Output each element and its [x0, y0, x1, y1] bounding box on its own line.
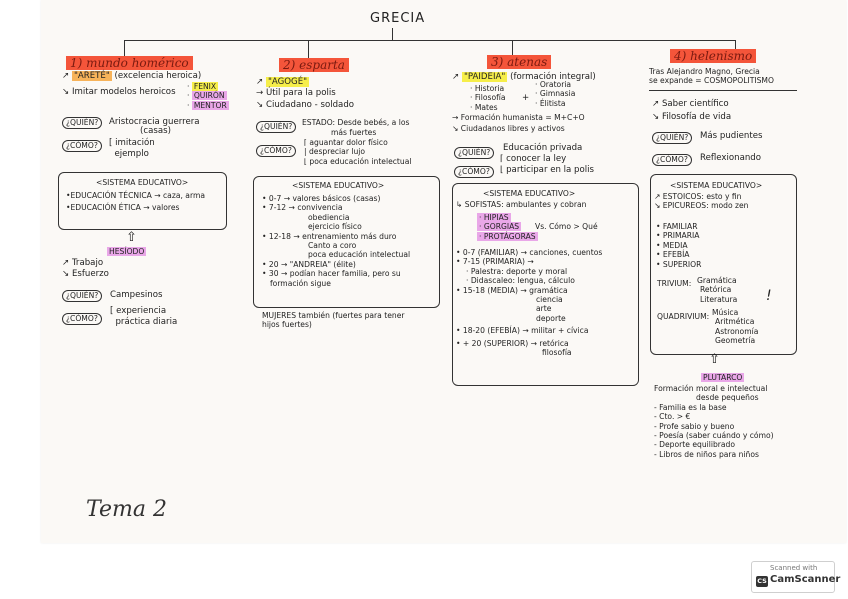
quien-esparta-answer: ESTADO: Desde bebés, a los	[302, 118, 410, 127]
camscanner-logo-icon: CS	[757, 577, 767, 585]
como-atenas-list: ⌈ conocer la ley ⌊ participar en la polis	[500, 154, 595, 175]
helenismo-intro: Tras Alejandro Magno, Grecia se expande = COSMOPOLITISMO	[649, 67, 774, 86]
heading-helenismo: 4) helenismo	[670, 49, 756, 63]
quien-pill-atenas: ¿QUIÉN?	[454, 147, 494, 159]
subjects-left: · Historia · Filosofía · Mates	[470, 84, 506, 112]
branch-3	[512, 40, 513, 56]
camscanner-badge	[751, 561, 841, 593]
quien-pill-helenismo: ¿QUIÉN?	[652, 132, 692, 144]
box-title-4: <SISTEMA EDUCATIVO>	[670, 181, 763, 190]
quien-pill-esparta: ¿QUIÉN?	[256, 121, 296, 133]
camscanner-brand: CamScanner	[770, 574, 841, 585]
paideia-line: ↗ "PAIDEIA" (formación integral)	[452, 72, 596, 82]
up-arrow-icon: ⇧	[709, 352, 720, 367]
como-helenismo-answer: Reflexionando	[700, 153, 762, 163]
como-pill-helenismo: ¿CÓMO?	[652, 154, 692, 166]
trivium-list: Gramática Retórica Literatura	[697, 276, 738, 304]
box-title-1: <SISTEMA EDUCATIVO>	[96, 178, 189, 187]
heading-atenas: 3) atenas	[487, 55, 551, 69]
imitar-line: ↘ Imitar modelos heroicos	[62, 87, 176, 97]
util-line: → Útil para la polis	[256, 88, 336, 98]
branch-1	[124, 40, 125, 56]
hesiodo-list: ↗ Trabajo ↘ Esfuerzo	[62, 258, 109, 279]
esparta-stages: • 0-7 → valores básicos (casas) • 7-12 → convivencia obediencia ejercicio físico • 12-18 → entrenamiento más duro Canto a coro poca educación intelectual • 20 → "ANDREIA" (élite) • 30 → podían hacer familia, pero su formación sigue	[262, 194, 411, 288]
edu-tecnica: •EDUCACIÓN TÉCNICA → caza, arma	[66, 191, 205, 200]
como-esparta-list: ⌈ aguantar dolor físico | despreciar lujo ⌊ poca educación intelectual	[304, 138, 412, 166]
tema-label: Tema 2	[86, 497, 167, 522]
tree-branch-line	[124, 40, 736, 41]
saber-line: ↗ Saber científico	[652, 99, 729, 109]
quadrivium-list: Música Aritmética Astronomía Geometría	[712, 308, 759, 346]
arete-highlight: "ARETÉ"	[73, 71, 110, 81]
up-arrow-icon: ⇧	[126, 230, 137, 245]
como2-list: [ experiencia práctica diaria	[110, 306, 178, 327]
plutarco-notes: Formación moral e intelectual desde pequeños - Familia es la base - Cto. > € - Profe sabio y bueno - Poesía (saber cuándo y cómo) - Deporte equilibrado - Libros de niños para niños	[654, 384, 774, 459]
agoge-line: ↗ "AGOGÉ"	[256, 77, 308, 87]
filosofia-line: ↘ Filosofía de vida	[652, 112, 732, 122]
box-title-2: <SISTEMA EDUCATIVO>	[292, 181, 385, 190]
quien-pill: ¿QUIÉN?	[62, 117, 102, 129]
scanned-with-text: Scanned with	[770, 564, 818, 572]
quien-esparta-answer-2: más fuertes	[331, 128, 377, 137]
levels-list: • FAMILIAR • PRIMARIA • MEDIA • EFEBÍA • SUPERIOR	[656, 222, 702, 269]
como-pill-atenas: ¿CÓMO?	[454, 166, 494, 178]
como-pill: ¿CÓMO?	[62, 140, 102, 152]
subjects-right: · Oratoria · Gimnasia · Élitista	[535, 80, 576, 108]
quien2-answer: Campesinos	[110, 290, 163, 300]
como-pill-2: ¿CÓMO?	[62, 313, 102, 325]
quien-atenas-answer: Educación privada	[503, 143, 583, 153]
box-title-3: <SISTEMA EDUCATIVO>	[483, 189, 576, 198]
edu-etica: •EDUCACIÓN ÉTICA → valores	[66, 203, 180, 212]
trivium-label: TRIVIUM:	[657, 279, 692, 288]
ciudadano-line: ↘ Ciudadano - soldado	[256, 100, 355, 110]
quadrivium-label: QUADRIVIUM:	[657, 312, 710, 321]
escuelas-list: ↗ ESTOICOS: esto y fin ↘ EPICUREOS: modo zen	[654, 192, 749, 211]
arete-line: ↗ "ARETÉ" (excelencia heroica)	[62, 71, 202, 81]
heading-mundo-homerico: 1) mundo homérico	[66, 56, 193, 70]
plus-sign: +	[522, 93, 530, 103]
como-pill-esparta: ¿CÓMO?	[256, 145, 296, 157]
intro-underline	[649, 90, 797, 91]
quien-answer: Aristocracia guerrera	[109, 117, 200, 127]
atenas-stages: • 0-7 (FAMILIAR) → canciones, cuentos • 7-15 (PRIMARIA) → · Palestra: deporte y moral · Didascaleo: lengua, cálculo • 15-18 (MEDIA) → gramática ciencia arte deporte • 18-20 (EFEBÍA) → militar + cívica • + 20 (SUPERIOR) → retórica filosofía	[456, 248, 603, 358]
mujeres-note: MUJERES también (fuertes para tener hijos fuertes)	[262, 311, 405, 330]
branch-2	[308, 40, 309, 58]
sofistas-line: ↳ SOFISTAS: ambulantes y cobran	[456, 200, 587, 209]
page-title: GRECIA	[370, 11, 426, 26]
exclamation-mark: !	[766, 288, 772, 304]
quien-helenismo-answer: Más pudientes	[700, 131, 763, 141]
mentor-names: · FENIX · QUIRÓN · MENTOR	[187, 82, 227, 110]
sofistas-names: · HIPIAS · GORGIAS · PROTÁGORAS	[479, 213, 536, 241]
hesiodo-label: HESÍODO	[109, 247, 145, 256]
ciudadanos-line: ↘ Ciudadanos libres y activos	[452, 124, 565, 133]
como-list: [ imitación ejemplo	[109, 138, 155, 159]
quien-pill-2: ¿QUIÉN?	[62, 290, 102, 302]
plutarco-label: PLUTARCO	[703, 373, 743, 382]
quien-answer-2: (casas)	[140, 126, 171, 136]
title-connector	[392, 28, 393, 40]
vs-line: Vs. Cómo > Qué	[535, 222, 598, 231]
heading-esparta: 2) esparta	[279, 58, 349, 72]
humanista-line: → Formación humanista = M+C+O	[452, 113, 585, 122]
